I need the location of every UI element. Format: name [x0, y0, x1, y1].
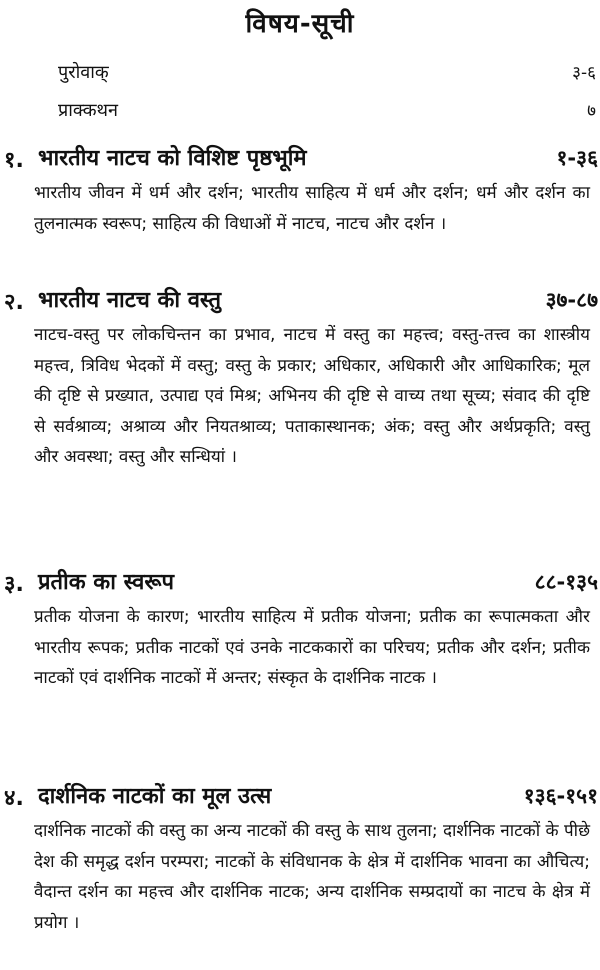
page-title: विषय-सूची [245, 9, 355, 39]
chapter-pages: १-३६ [556, 146, 598, 170]
chapter-topics: दार्शनिक नाटकों की वस्तु का अन्य नाटकों की वस्तु के साथ तुलना; दार्शनिक नाटकों के पीछे देश की समृद्ध दर्शन परम्परा; नाटकों के संविधानक के क्षेत्र में दार्शनिक भावना का औचित्य; वैदान्त दर्शन का महत्त्व और दार्शनिक नाटक; अन्य दार्शनिक सम्प्रदायों का नाटच के क्षेत्र में प्रयोग । [34, 821, 590, 933]
chapter-title: भारतीय नाटच को विशिष्ट पृष्ठभूमि [38, 146, 307, 171]
chapter-title: भारतीय नाटच की वस्तु [38, 288, 222, 313]
chapter-number: ३. [4, 572, 24, 597]
front-matter-label: प्राक्कथन [58, 100, 119, 121]
chapter-topics: भारतीय जीवन में धर्म और दर्शन; भारतीय साहित्य में धर्म और दर्शन; धर्म और दर्शन का तुलनात्मक स्वरूप; साहित्य की विधाओं में नाटच, नाटच और दर्शन । [34, 183, 590, 234]
chapter-topics: नाटच-वस्तु पर लोकचिन्तन का प्रभाव, नाटच में वस्तु का महत्त्व; वस्तु-तत्त्व का शास्त्रीय महत्त्व, त्रिविध भेदकों में वस्तु; वस्तु के प्रकार; अधिकार, अधिकारी और आधिकारिक; मूल की दृष्टि से प्रख्यात, उत्पाद्य एवं मिश्र; अभिनय की दृष्टि से वाच्य तथा सूच्य; संवाद की दृष्टि से सर्वश्राव्य; अश्राव्य और नियतश्राव्य; पताकास्थानक; अंक; वस्तु और अर्थप्रकृति; वस्तु और अवस्था; वस्तु और सन्धियां । [34, 325, 590, 467]
chapter-pages: १३६-१५१ [523, 784, 598, 808]
front-matter-label: पुरोवाक् [58, 62, 109, 83]
chapter-pages: ३७-८७ [545, 288, 598, 312]
chapter-4 [0, 780, 600, 938]
front-matter-pages: ७ [587, 101, 596, 121]
chapter-pages: ८८-१३५ [534, 570, 598, 594]
chapter-1 [0, 142, 600, 239]
chapter-title: प्रतीक का स्वरूप [38, 570, 174, 595]
chapter-title: दार्शनिक नाटकों का मूल उत्स [38, 784, 272, 809]
chapter-number: १. [4, 148, 24, 173]
chapter-number: ४. [4, 786, 24, 811]
front-matter-pages: ३-६ [572, 63, 596, 83]
chapter-number: २. [4, 290, 24, 315]
chapter-topics: प्रतीक योजना के कारण; भारतीय साहित्य में प्रतीक योजना; प्रतीक का रूपात्मकता और भारतीय रूपक; प्रतीक नाटकों एवं उनके नाटककारों का परिचय; प्रतीक और दर्शन; प्रतीक नाटकों एवं दार्शनिक नाटकों में अन्तर; संस्कृत के दार्शनिक नाटक । [34, 607, 590, 688]
chapter-2 [0, 284, 600, 473]
chapter-3 [0, 566, 600, 694]
